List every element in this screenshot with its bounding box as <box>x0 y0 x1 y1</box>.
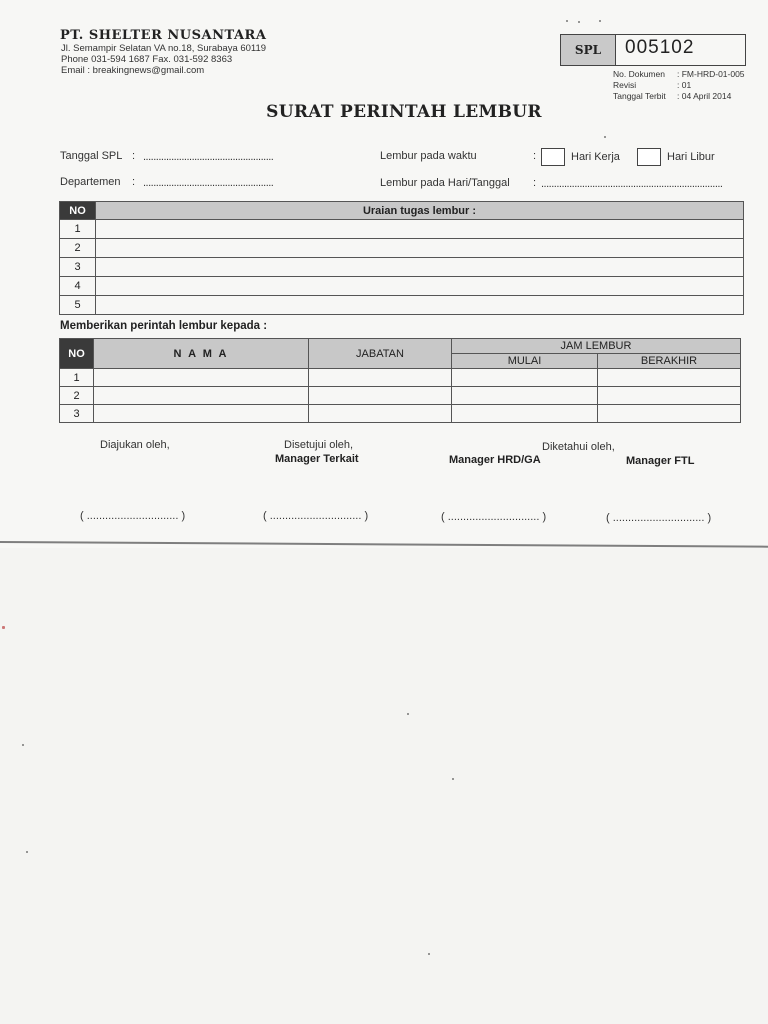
nama-input[interactable] <box>94 405 309 423</box>
assign-col-mulai: MULAI <box>452 354 598 369</box>
assign-col-nama: N A M A <box>94 339 309 369</box>
diketahui-label: Diketahui oleh, <box>542 441 615 453</box>
signature-line-terkait[interactable]: ( .............................. ) <box>263 510 369 522</box>
signature-line-hrd[interactable]: ( .............................. ) <box>441 511 547 523</box>
assign-heading: Memberikan perintah lembur kepada : <box>60 320 268 332</box>
task-row-input[interactable] <box>96 296 744 315</box>
assign-row-no: 2 <box>60 387 94 405</box>
revision-label: Revisi <box>613 80 637 90</box>
form-title: SURAT PERINTAH LEMBUR <box>266 102 542 122</box>
scan-speck <box>26 851 28 853</box>
hari-libur-checkbox[interactable] <box>637 148 661 166</box>
disetujui-label: Disetujui oleh, <box>284 439 354 451</box>
issue-date-line <box>613 91 731 101</box>
assign-row-no: 1 <box>60 369 94 387</box>
scan-speck <box>566 20 568 22</box>
hari-kerja-label: Hari Kerja <box>571 151 620 163</box>
task-row-no: 4 <box>60 277 96 296</box>
issue-date-label: Tanggal Terbit <box>613 91 666 101</box>
mulai-input[interactable] <box>452 387 598 405</box>
task-row-input[interactable] <box>96 277 744 296</box>
assign-table <box>59 338 741 423</box>
spl-number: 005102 <box>625 37 695 58</box>
task-table <box>59 201 744 315</box>
lembur-hari-colon: : <box>533 177 537 189</box>
signature-line-diajukan[interactable]: ( .............................. ) <box>80 510 186 522</box>
scan-speck <box>452 778 454 780</box>
scan-speck <box>578 21 580 23</box>
revision-value: : 01 <box>677 80 692 90</box>
lembur-waktu-colon: : <box>533 150 537 162</box>
task-row-no: 1 <box>60 220 96 239</box>
doc-number-value: : FM-HRD-01-005 <box>677 69 745 79</box>
tanggal-spl-field[interactable]: ................................................... <box>143 151 274 163</box>
spl-label: SPL <box>561 35 616 65</box>
jabatan-input[interactable] <box>309 405 452 423</box>
company-address: Jl. Semampir Selatan VA no.18, Surabaya 60119 <box>61 43 267 54</box>
doc-number-line <box>613 69 745 79</box>
nama-input[interactable] <box>94 387 309 405</box>
nama-input[interactable] <box>94 369 309 387</box>
manager-hrd-label: Manager HRD/GA <box>449 454 541 466</box>
task-row-no: 5 <box>60 296 96 315</box>
hari-libur-label: Hari Libur <box>667 151 715 163</box>
hari-kerja-checkbox[interactable] <box>541 148 565 166</box>
mulai-input[interactable] <box>452 369 598 387</box>
spl-number-box <box>560 34 746 66</box>
task-row-input[interactable] <box>96 220 744 239</box>
task-col-no: NO <box>60 202 96 220</box>
departemen-colon: : <box>132 176 136 188</box>
tanggal-spl-label: Tanggal SPL <box>60 150 123 162</box>
issue-date-value: : 04 April 2014 <box>677 91 732 101</box>
task-col-description: Uraian tugas lembur : <box>96 202 744 220</box>
company-phone: Phone 031-594 1687 Fax. 031-592 8363 <box>61 54 233 65</box>
assign-col-jabatan: JABATAN <box>309 339 452 369</box>
scan-speck <box>428 953 430 955</box>
signature-line-ftl[interactable]: ( .............................. ) <box>606 512 712 524</box>
revision-line <box>613 80 691 90</box>
scan-speck <box>604 136 606 138</box>
task-row-no: 3 <box>60 258 96 277</box>
mulai-input[interactable] <box>452 405 598 423</box>
company-email: Email : breakingnews@gmail.com <box>61 65 205 76</box>
assign-col-jam-lembur: JAM LEMBUR <box>452 339 741 354</box>
departemen-label: Departemen <box>60 176 121 188</box>
departemen-field[interactable]: ................................................... <box>143 177 274 189</box>
assign-row-no: 3 <box>60 405 94 423</box>
tanggal-spl-colon: : <box>132 150 136 162</box>
company-name: PT. SHELTER NUSANTARA <box>60 28 267 43</box>
task-row-input[interactable] <box>96 258 744 277</box>
berakhir-input[interactable] <box>598 369 741 387</box>
berakhir-input[interactable] <box>598 387 741 405</box>
manager-ftl-label: Manager FTL <box>626 455 695 467</box>
assign-col-berakhir: BERAKHIR <box>598 354 741 369</box>
jabatan-input[interactable] <box>309 369 452 387</box>
lembur-hari-field[interactable]: ....................................................................... <box>541 178 723 190</box>
task-row-input[interactable] <box>96 239 744 258</box>
lembur-waktu-label: Lembur pada waktu <box>380 150 477 162</box>
lembur-hari-label: Lembur pada Hari/Tanggal <box>380 177 510 189</box>
manager-terkait-label: Manager Terkait <box>275 453 359 465</box>
scan-speck <box>22 744 24 746</box>
assign-col-no: NO <box>60 339 94 369</box>
scan-speck <box>407 713 409 715</box>
task-row-no: 2 <box>60 239 96 258</box>
berakhir-input[interactable] <box>598 405 741 423</box>
doc-number-label: No. Dokumen <box>613 69 665 79</box>
diajukan-label: Diajukan oleh, <box>100 439 170 451</box>
scan-speck <box>2 626 5 629</box>
scan-speck <box>599 20 601 22</box>
jabatan-input[interactable] <box>309 387 452 405</box>
